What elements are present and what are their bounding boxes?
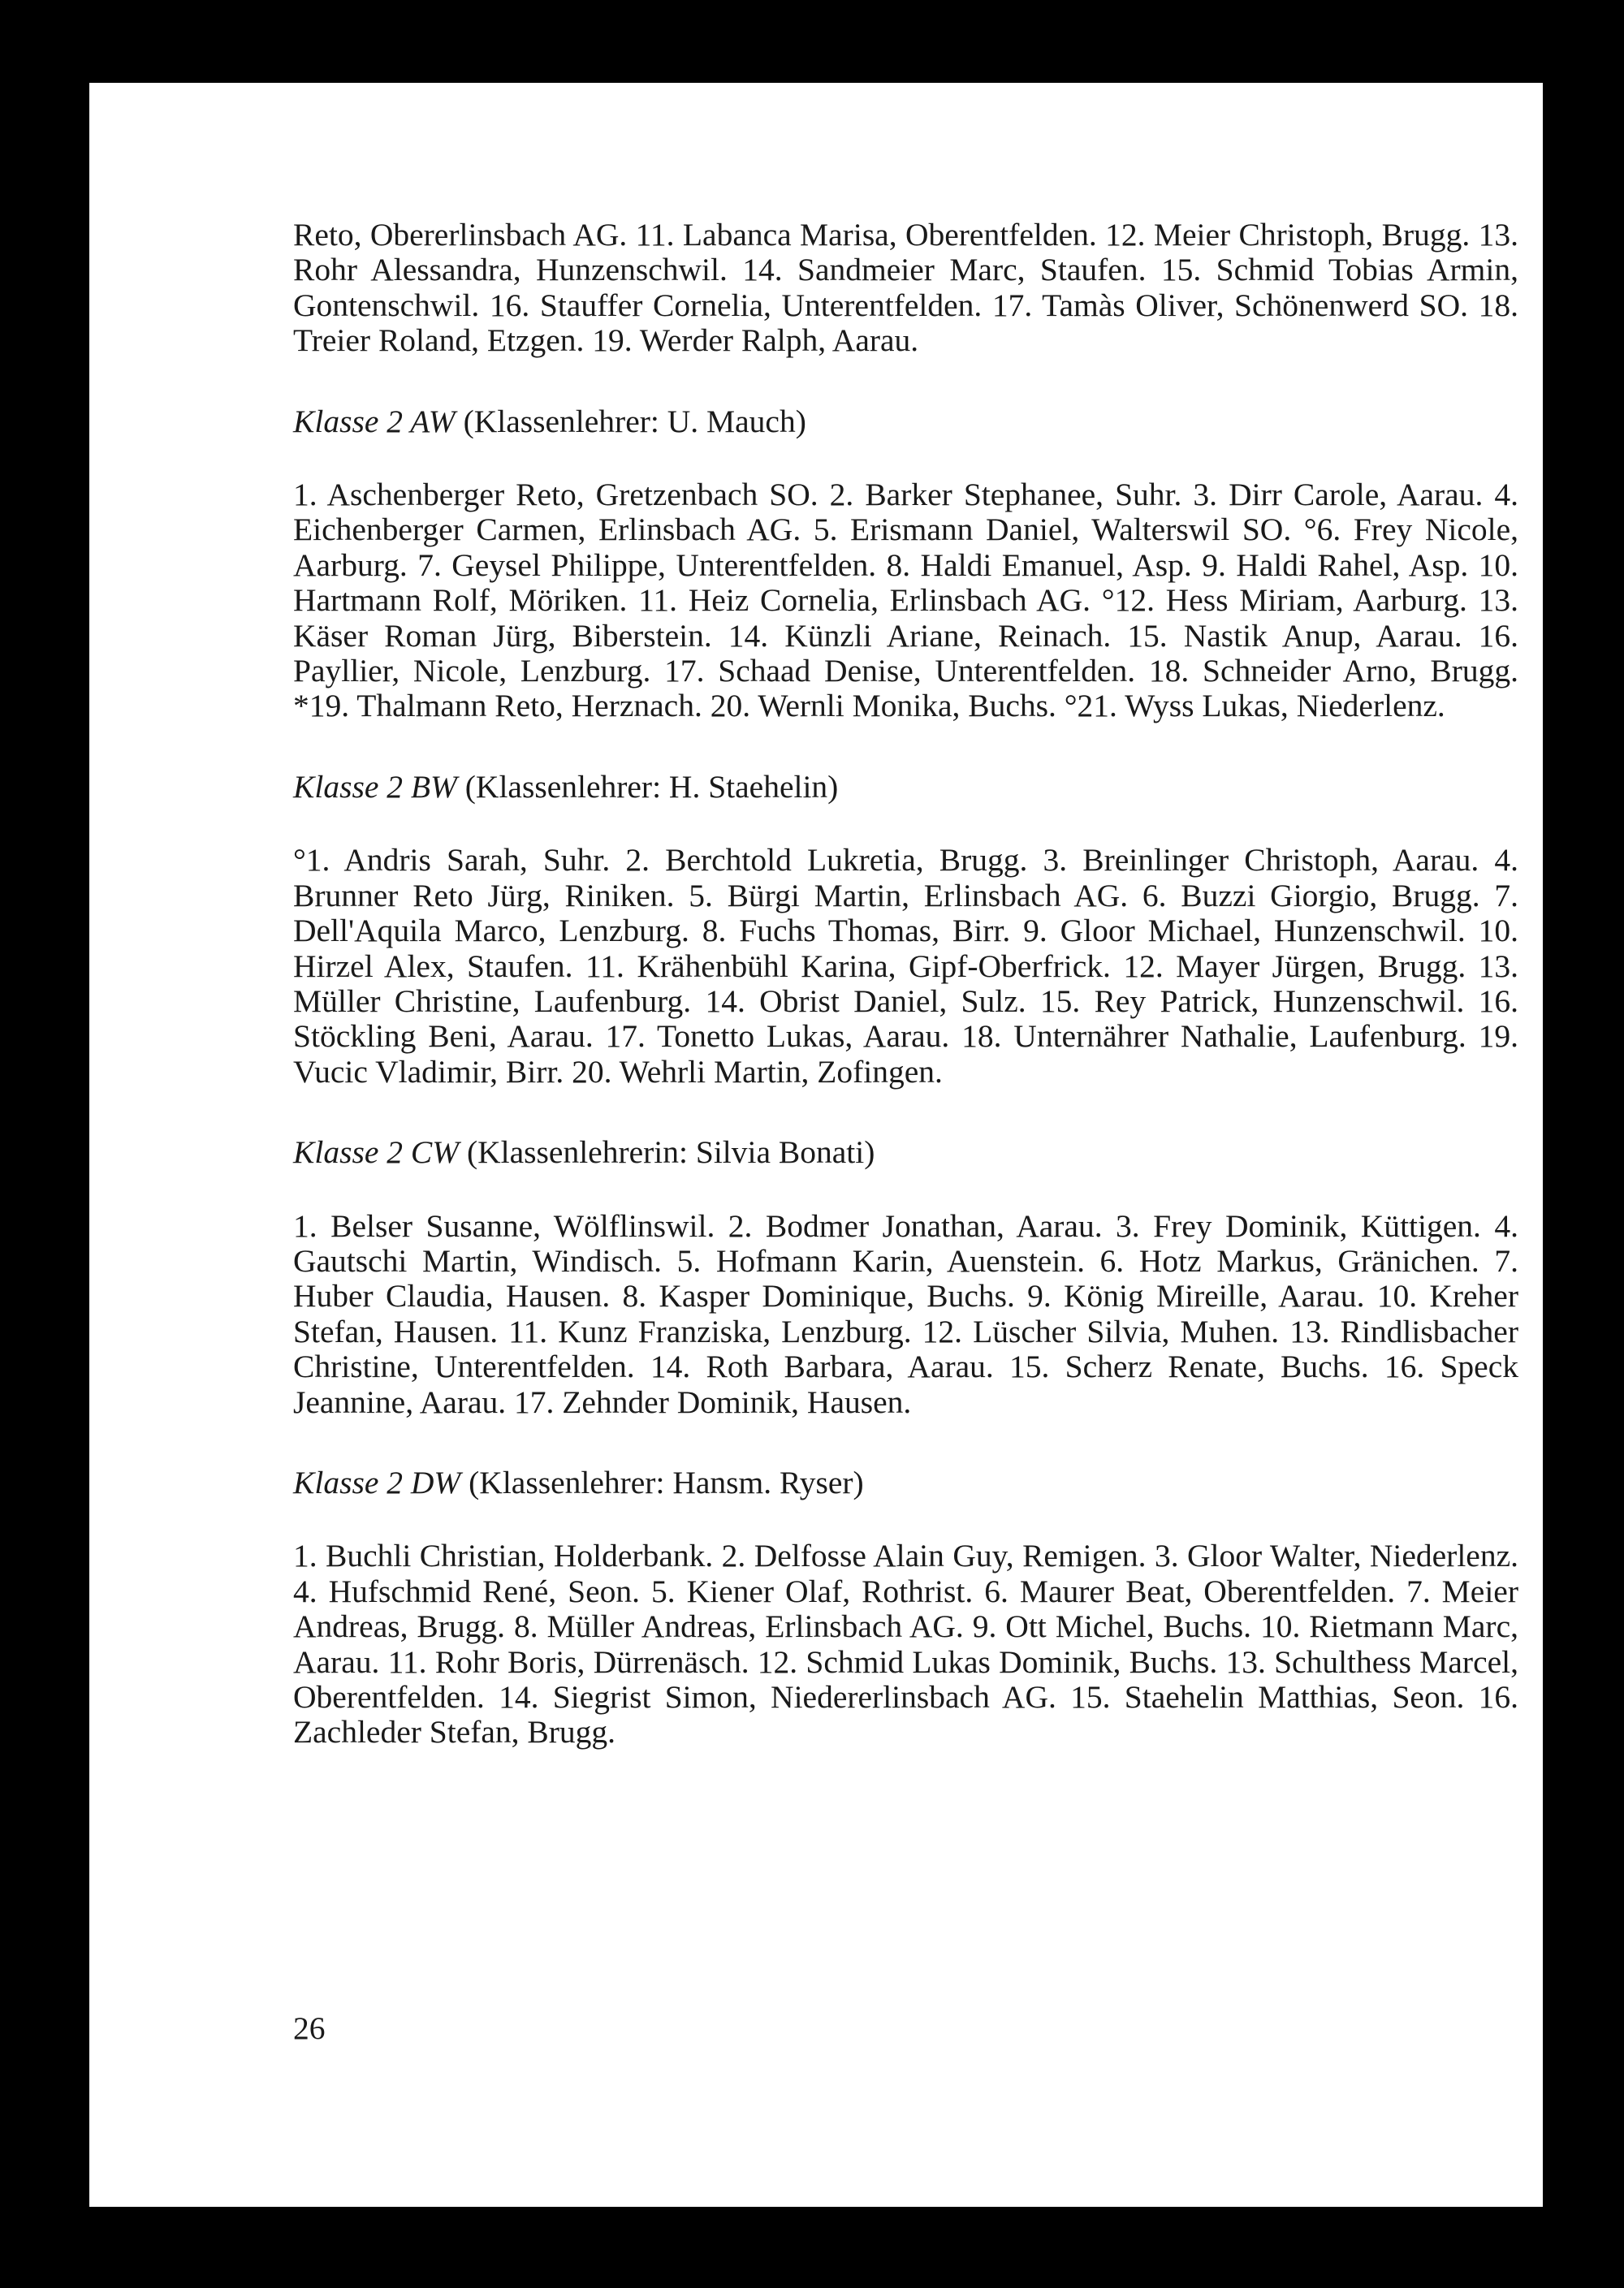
opening-paragraph: Reto, Obererlinsbach AG. 11. Labanca Marisa, Oberentfelden. 12. Meier Christoph, Brugg. 13. Rohr Alessandra, Hunzenschwil. 14. Sandmeier Marc, Staufen. 15. Schmid Tobias Armin, Gontenschwil. 16. Stauffer Cornelia, Unterentfelden. 17. Tamàs Oliver, Schönenwerd SO. 18. Treier Roland, Etzgen. 19. Werder Ralph, Aarau. [293,217,1518,359]
page-content [293,218,1518,1751]
class-heading-2bw [293,770,1518,805]
class-name: Klasse 2 AW [293,403,456,439]
class-teacher: (Klassenlehrer: U. Mauch) [463,403,806,439]
student-list-2bw: °1. Andris Sarah, Suhr. 2. Berchtold Lukretia, Brugg. 3. Breinlinger Christoph, Aarau. 4. Brunner Reto Jürg, Riniken. 5. Bürgi Martin, Erlinsbach AG. 6. Buzzi Giorgio, Brugg. 7. Dell'Aquila Marco, Lenzburg. 8. Fuchs Thomas, Birr. 9. Gloor Michael, Hunzenschwil. 10. Hirzel Alex, Staufen. 11. Krähenbühl Karina, Gipf-Oberfrick. 12. Mayer Jürgen, Brugg. 13. Müller Christine, Laufenburg. 14. Obrist Daniel, Sulz. 15. Rey Patrick, Hunzenschwil. 16. Stöckling Beni, Aarau. 17. Tonetto Lukas, Aarau. 18. Unternährer Nathalie, Laufenburg. 19. Vucic Vladimir, Birr. 20. Wehrli Martin, Zofingen. [293,842,1518,1090]
class-teacher: (Klassenlehrerin: Silvia Bonati) [466,1134,875,1171]
class-heading-2cw [293,1135,1518,1170]
class-teacher: (Klassenlehrer: Hansm. Ryser) [469,1464,864,1500]
student-list-2dw: 1. Buchli Christian, Holderbank. 2. Delfosse Alain Guy, Remigen. 3. Gloor Walter, Niederlenz. 4. Hufschmid René, Seon. 5. Kiener Olaf, Rothrist. 6. Maurer Beat, Oberentfelden. 7. Meier Andreas, Brugg. 8. Müller Andreas, Erlinsbach AG. 9. Ott Michel, Buchs. 10. Rietmann Marc, Aarau. 11. Rohr Boris, Dürrenäsch. 12. Schmid Lukas Dominik, Buchs. 13. Schulthess Marcel, Oberentfelden. 14. Siegrist Simon, Niedererlinsbach AG. 15. Staehelin Matthias, Seon. 16. Zachleder Stefan, Brugg. [293,1538,1518,1751]
class-name: Klasse 2 CW [293,1134,460,1171]
student-list-2aw: 1. Aschenberger Reto, Gretzenbach SO. 2. Barker Stephanee, Suhr. 3. Dirr Carole, Aarau. 4. Eichenberger Carmen, Erlinsbach AG. 5. Erismann Daniel, Walterswil SO. °6. Frey Nicole, Aarburg. 7. Geysel Philippe, Unterentfelden. 8. Haldi Emanuel, Asp. 9. Haldi Rahel, Asp. 10. Hartmann Rolf, Möriken. 11. Heiz Cornelia, Erlinsbach AG. °12. Hess Miriam, Aarburg. 13. Käser Roman Jürg, Biberstein. 14. Künzli Ariane, Reinach. 15. Nastik Anup, Aarau. 16. Payllier, Nicole, Lenzburg. 17. Schaad Denise, Unterentfelden. 18. Schneider Arno, Brugg. *19. Thalmann Reto, Herznach. 20. Wernli Monika, Buchs. °21. Wyss Lukas, Niederlenz. [293,477,1518,724]
student-list-2cw: 1. Belser Susanne, Wölflinswil. 2. Bodmer Jonathan, Aarau. 3. Frey Dominik, Küttigen. 4. Gautschi Martin, Windisch. 5. Hofmann Karin, Auenstein. 6. Hotz Markus, Gränichen. 7. Huber Claudia, Hausen. 8. Kasper Dominique, Buchs. 9. König Mireille, Aarau. 10. Kreher Stefan, Hausen. 11. Kunz Franziska, Lenzburg. 12. Lüscher Silvia, Muhen. 13. Rindlisbacher Christine, Unterentfelden. 14. Roth Barbara, Aarau. 15. Scherz Renate, Buchs. 16. Speck Jeannine, Aarau. 17. Zehnder Dominik, Hausen. [293,1207,1518,1420]
class-teacher: (Klassenlehrer: H. Staehelin) [464,768,839,805]
class-name: Klasse 2 BW [293,768,457,805]
page-number: 26 [293,2010,326,2046]
class-heading-2dw [293,1466,1518,1500]
class-heading-2aw [293,404,1518,439]
class-name: Klasse 2 DW [293,1464,461,1500]
document-page [89,83,1543,2207]
